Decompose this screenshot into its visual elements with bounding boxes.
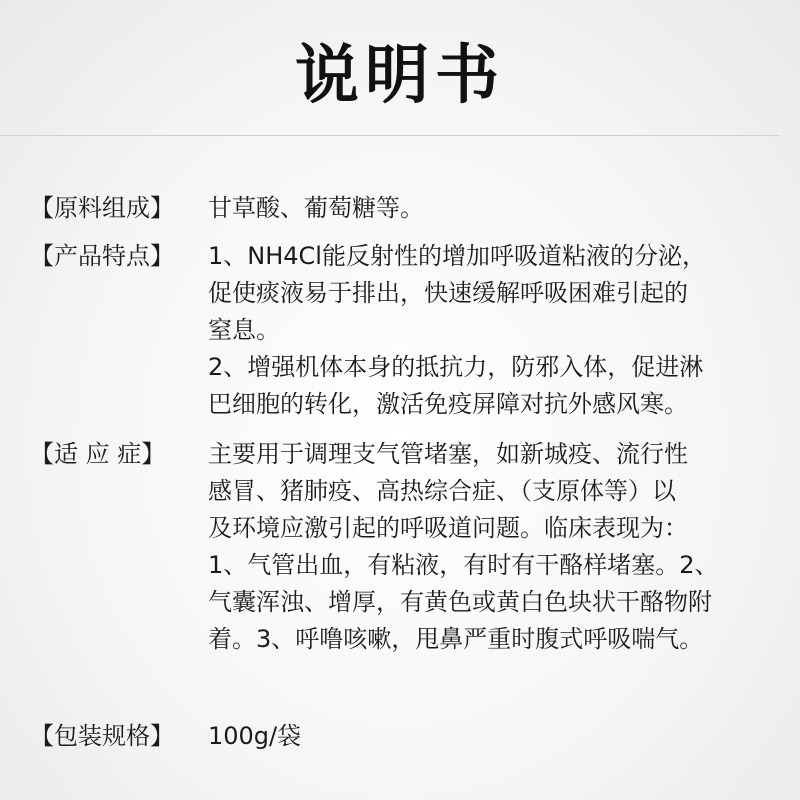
text-line: 1、NH4Cl能反射性的增加呼吸道粘液的分泌， [208,242,706,270]
section-body-features [208,238,761,423]
text-line: 2、增强机体本身的抵抗力，防邪入体，促进淋 [208,353,704,381]
section-package [30,718,775,755]
text-line: 感冒、猪肺疫、高热综合症、（支原体等）以 [208,477,676,505]
section-label-materials: 【原料组成】 [30,194,174,222]
text-line: 100g/袋 [208,722,302,750]
text-line: 促使痰液易于排出，快速缓解呼吸困难引起的 [208,279,688,307]
text-line: 及环境应激引起的呼吸道问题。临床表现为： [208,514,688,542]
title-divider [0,135,779,136]
section-body-package [208,718,761,755]
text-line: 气囊浑浊、增厚，有黄色或黄白色块状干酪物附 [208,588,712,616]
text-line: 巴细胞的转化，激活免疫屏障对抗外感风寒。 [208,390,688,418]
text-line: 着。3、呼噜咳嗽，甩鼻严重时腹式呼吸喘气。 [208,625,704,653]
section-features [30,238,775,423]
text-line: 窒息。 [208,316,280,344]
section-label-indications: 【适 应 症】 [30,440,166,468]
text-line: 主要用于调理支气管堵塞，如新城疫、流行性 [208,440,688,468]
section-indications [30,436,775,658]
page-title: 说明书 [295,38,505,113]
section-body-materials [208,190,761,227]
section-label-features: 【产品特点】 [30,242,174,270]
section-label-package: 【包装规格】 [30,722,174,750]
section-materials [30,190,775,227]
text-line: 1、气管出血，有粘液，有时有干酪样堵塞。2、 [208,551,719,579]
text-line: 甘草酸、葡萄糖等。 [208,194,424,222]
section-body-indications [208,436,761,658]
